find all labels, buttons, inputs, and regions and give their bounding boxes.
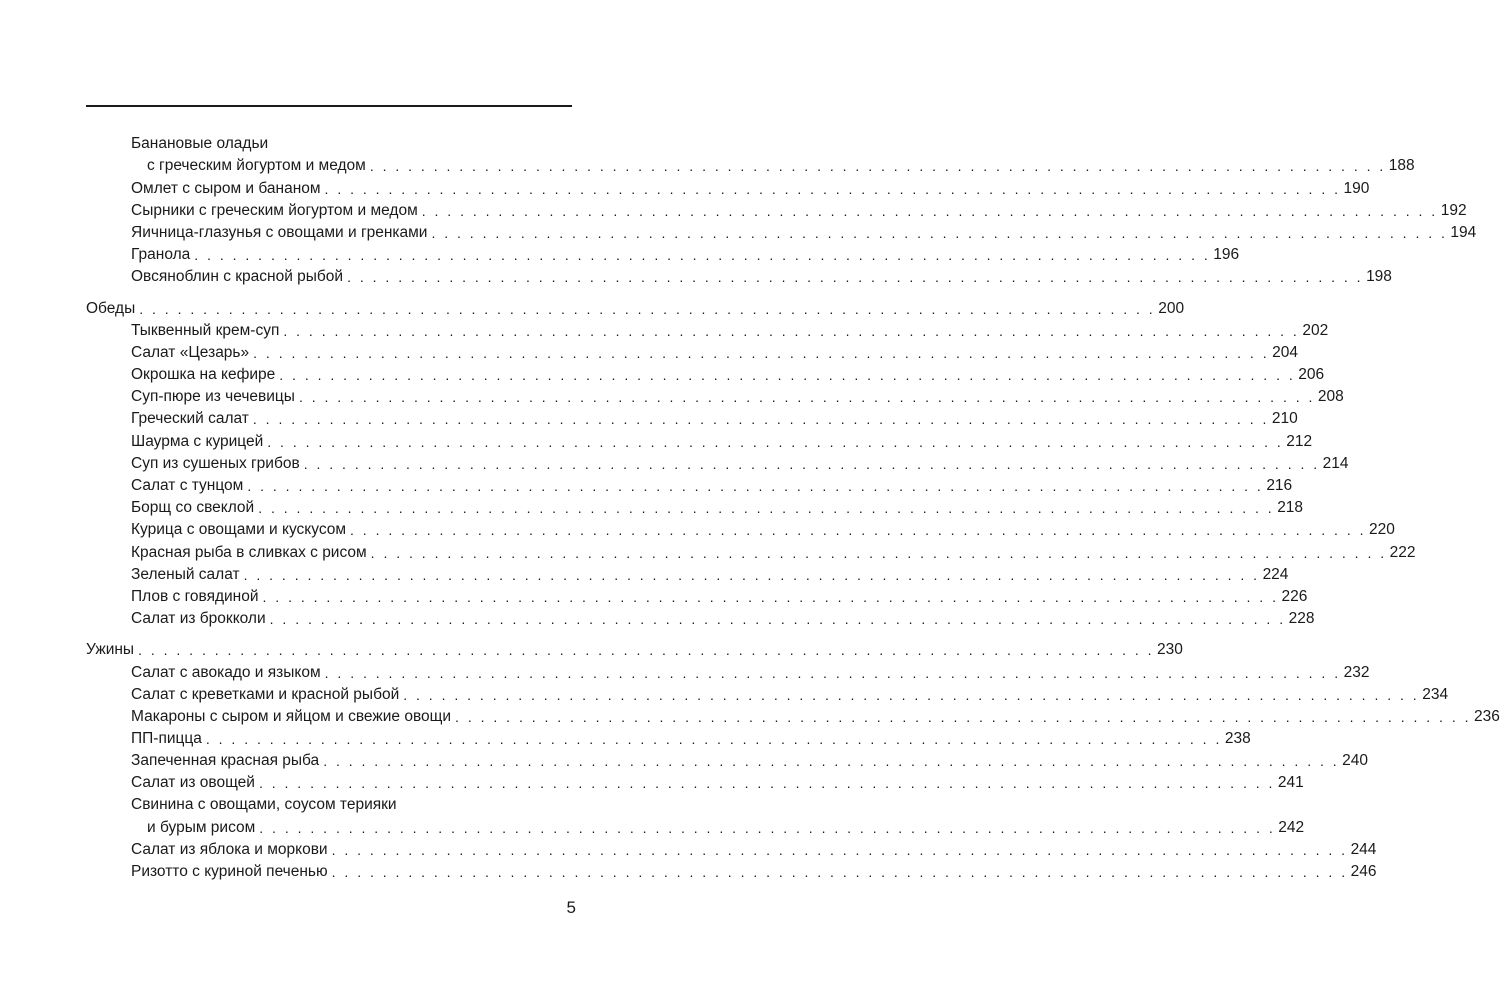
entry-title-line: Банановые оладьи xyxy=(131,135,269,152)
toc-entry xyxy=(86,475,1293,497)
dot-leader: . . . . . . . . . . . . . . . . . . . . . . . . . . . . . . . . . . . . . . . . . . . . . . . . . . . . . . . . . . . . . . . . . . . . . . . . . . . . . . . . xyxy=(194,247,1211,264)
toc-entry xyxy=(86,430,1313,452)
toc-entry xyxy=(86,408,1298,430)
entry-page-number: 226 xyxy=(1281,587,1308,605)
toc-entry xyxy=(86,386,1344,408)
entry-page-number: 232 xyxy=(1343,663,1370,681)
toc-entry xyxy=(86,564,1289,586)
entry-title: Борщ со свеклой xyxy=(131,499,255,517)
dot-leader: . . . . . . . . . . . . . . . . . . . . . . . . . . . . . . . . . . . . . . . . . . . . . . . . . . . . . . . . . . . . . . . . . . . . . . . . . . . . . . . . xyxy=(269,611,1286,628)
entry-title: Макароны с сыром и яйцом и свежие овощи xyxy=(131,707,452,725)
toc-entry xyxy=(86,586,1308,608)
entry-title: Тыквенный крем-суп xyxy=(131,321,280,339)
dot-leader: . . . . . . . . . . . . . . . . . . . . . . . . . . . . . . . . . . . . . . . . . . . . . . . . . . . . . . . . . . . . . . . . . . . . . . . . . . . . . . . . xyxy=(252,411,1269,428)
entry-page-number: 240 xyxy=(1342,752,1369,770)
entry-page-number: 204 xyxy=(1272,343,1298,361)
entry-title: Салат с авокадо и языком xyxy=(131,663,321,681)
toc-entry xyxy=(86,519,1395,541)
dot-leader: . . . . . . . . . . . . . . . . . . . . . . . . . . . . . . . . . . . . . . . . . . . . . . . . . . . . . . . . . . . . . . . . . . . . . . . . . . . . . . . . xyxy=(205,731,1222,748)
entry-page-number: 210 xyxy=(1271,410,1298,428)
entry-page-number: 218 xyxy=(1277,499,1304,517)
entry-page-number: 192 xyxy=(1440,201,1467,219)
dot-leader: . . . . . . . . . . . . . . . . . . . . . . . . . . . . . . . . . . . . . . . . . . . . . . . . . . . . . . . . . . . . . . . . . . . . . . . . . . . . . . . . xyxy=(267,433,1284,450)
entry-title: Салат с тунцом xyxy=(131,477,244,494)
toc-entry xyxy=(86,266,1392,288)
entry-title: Омлет с сыром и бананом xyxy=(131,179,321,197)
toc-entry xyxy=(86,177,1370,199)
toc-entry xyxy=(86,200,1467,222)
toc-entry xyxy=(86,817,1305,839)
entry-title: Гранола xyxy=(131,246,191,264)
dot-leader: . . . . . . . . . . . . . . . . . . . . . . . . . . . . . . . . . . . . . . . . . . . . . . . . . . . . . . . . . . . . . . . . . . . . . . . . . . . . . . . . xyxy=(258,500,1275,517)
entry-page-number: 222 xyxy=(1389,543,1416,561)
toc-entry xyxy=(86,320,1329,342)
toc-entry xyxy=(86,839,1377,861)
table-of-contents xyxy=(86,133,1500,883)
entry-page-number: 234 xyxy=(1422,685,1449,703)
entry-title: Красная рыба в сливках с рисом xyxy=(131,543,367,561)
dot-leader: . . . . . . . . . . . . . . . . . . . . . . . . . . . . . . . . . . . . . . . . . . . . . . . . . . . . . . . . . . . . . . . . . . . . . . . . . . . . . . . . xyxy=(283,322,1300,339)
entry-page-number: 228 xyxy=(1288,610,1315,628)
entry-title-line: Свинина с овощами, соусом терияки xyxy=(131,796,397,814)
entry-page-number: 224 xyxy=(1262,565,1289,583)
dot-leader: . . . . . . . . . . . . . . . . . . . . . . . . . . . . . . . . . . . . . . . . . . . . . . . . . . . . . . . . . . . . . . . . . . . . . . . . . . . . . . . . xyxy=(323,753,1340,770)
toc-entry xyxy=(86,497,1304,519)
entry-title: с греческим йогуртом и медом xyxy=(147,157,366,175)
dot-leader: . . . . . . . . . . . . . . . . . . . . . . . . . . . . . . . . . . . . . . . . . . . . . . . . . . . . . . . . . . . . . . . . . . . . . . . . . . . . . . . . xyxy=(331,864,1348,881)
entry-title: Окрошка на кефире xyxy=(131,366,276,384)
dot-leader: . . . . . . . . . . . . . . . . . . . . . . . . . . . . . . . . . . . . . . . . . . . . . . . . . . . . . . . . . . . . . . . . . . . . . . . . . . . . . . . . xyxy=(370,544,1387,561)
entry-title: Суп-пюре из чечевицы xyxy=(131,388,295,406)
dot-leader: . . . . . . . . . . . . . . . . . . . . . . . . . . . . . . . . . . . . . . . . . . . . . . . . . . . . . . . . . . . . . . . . . . . . . . . . . . . . . . . . xyxy=(279,367,1296,384)
toc-entry xyxy=(86,750,1369,772)
toc-entry xyxy=(86,222,1477,244)
entry-title: Зеленый салат xyxy=(131,565,240,583)
entry-title: Яичница-глазунья с овощами и гренками xyxy=(131,223,428,241)
entry-title: Шаурма с курицей xyxy=(131,432,264,450)
dot-leader: . . . . . . . . . . . . . . . . . . . . . . . . . . . . . . . . . . . . . . . . . . . . . . . . . . . . . . . . . . . . . . . . . . . . . . . . . . . . . . . . xyxy=(324,180,1341,197)
page-number: 5 xyxy=(566,898,576,917)
toc-entry xyxy=(86,861,1377,883)
entry-title: Салат «Цезарь» xyxy=(131,343,250,361)
entry-page-number: 188 xyxy=(1388,157,1415,175)
toc-entry xyxy=(86,661,1370,683)
toc-entry xyxy=(86,772,1304,794)
dot-leader: . . . . . . . . . . . . . . . . . . . . . . . . . . . . . . . . . . . . . . . . . . . . . . . . . . . . . . . . . . . . . . . . . . . . . . . . . . . . . . . . xyxy=(421,202,1438,219)
entry-page-number: 242 xyxy=(1278,818,1305,836)
entry-page-number: 196 xyxy=(1213,246,1240,264)
dot-leader: . . . . . . . . . . . . . . . . . . . . . . . . . . . . . . . . . . . . . . . . . . . . . . . . . . . . . . . . . . . . . . . . . . . . . . . . . . . . . . . . xyxy=(262,588,1279,605)
toc-entry xyxy=(86,155,1415,177)
top-rule xyxy=(86,105,572,107)
entry-title: и бурым рисом xyxy=(147,818,256,836)
entry-title: Салат из овощей xyxy=(131,774,255,792)
entry-page-number: 216 xyxy=(1266,477,1293,494)
dot-leader: . . . . . . . . . . . . . . . . . . . . . . . . . . . . . . . . . . . . . . . . . . . . . . . . . . . . . . . . . . . . . . . . . . . . . . . . . . . . . . . . xyxy=(403,686,1420,703)
entry-page-number: 220 xyxy=(1369,521,1395,539)
dot-leader: . . . . . . . . . . . . . . . . . . . . . . . . . . . . . . . . . . . . . . . . . . . . . . . . . . . . . . . . . . . . . . . . . . . . . . . . . . . . . . . . xyxy=(369,158,1386,175)
dot-leader: . . . . . . . . . . . . . . . . . . . . . . . . . . . . . . . . . . . . . . . . . . . . . . . . . . . . . . . . . . . . . . . . . . . . . . . . . . . . . . . . xyxy=(247,478,1264,494)
entry-title: Салат из яблока и моркови xyxy=(131,841,328,858)
dot-leader: . . . . . . . . . . . . . . . . . . . . . . . . . . . . . . . . . . . . . . . . . . . . . . . . . . . . . . . . . . . . . . . . . . . . . . . . . . . . . . . . xyxy=(455,708,1472,725)
entry-title: Суп из сушеных грибов xyxy=(131,454,300,472)
entry-title: Ужины xyxy=(86,641,135,659)
entry-title: Плов с говядиной xyxy=(131,587,259,605)
entry-page-number: 238 xyxy=(1224,730,1251,748)
toc-entry xyxy=(86,728,1251,750)
dot-leader: . . . . . . . . . . . . . . . . . . . . . . . . . . . . . . . . . . . . . . . . . . . . . . . . . . . . . . . . . . . . . . . . . . . . . . . . . . . . . . . . xyxy=(298,389,1315,406)
entry-page-number: 236 xyxy=(1474,707,1500,725)
entry-page-number: 198 xyxy=(1366,268,1392,286)
dot-leader: . . . . . . . . . . . . . . . . . . . . . . . . . . . . . . . . . . . . . . . . . . . . . . . . . . . . . . . . . . . . . . . . . . . . . . . . . . . . . . . . xyxy=(347,269,1364,286)
toc-entry xyxy=(86,364,1325,386)
entry-page-number: 194 xyxy=(1450,223,1477,241)
dot-leader: . . . . . . . . . . . . . . . . . . . . . . . . . . . . . . . . . . . . . . . . . . . . . . . . . . . . . . . . . . . . . . . . . . . . . . . . . . . . . . . . xyxy=(431,224,1448,241)
dot-leader: . . . . . . . . . . . . . . . . . . . . . . . . . . . . . . . . . . . . . . . . . . . . . . . . . . . . . . . . . . . . . . . . . . . . . . . . . . . . . . . . xyxy=(331,842,1348,858)
toc-entry xyxy=(86,342,1298,364)
section-heading xyxy=(86,297,1185,319)
entry-page-number: 241 xyxy=(1277,774,1304,792)
toc-entry xyxy=(86,453,1349,475)
dot-leader: . . . . . . . . . . . . . . . . . . . . . . . . . . . . . . . . . . . . . . . . . . . . . . . . . . . . . . . . . . . . . . . . . . . . . . . . . . . . . . . . xyxy=(243,566,1260,583)
entry-page-number: 202 xyxy=(1302,321,1329,339)
entry-page-number: 244 xyxy=(1350,841,1377,858)
entry-title: Салат из брокколи xyxy=(131,610,266,628)
toc-entry xyxy=(86,608,1315,630)
toc-entry xyxy=(86,684,1449,706)
toc-entry xyxy=(86,541,1416,563)
dot-leader: . . . . . . . . . . . . . . . . . . . . . . . . . . . . . . . . . . . . . . . . . . . . . . . . . . . . . . . . . . . . . . . . . . . . . . . . . . . . . . . . xyxy=(258,775,1275,792)
entry-title: Овсяноблин с красной рыбой xyxy=(131,268,344,286)
entry-page-number: 246 xyxy=(1350,863,1377,881)
toc-entry xyxy=(86,706,1500,728)
entry-page-number: 190 xyxy=(1343,179,1370,197)
dot-leader: . . . . . . . . . . . . . . . . . . . . . . . . . . . . . . . . . . . . . . . . . . . . . . . . . . . . . . . . . . . . . . . . . . . . . . . . . . . . . . . . xyxy=(350,522,1366,539)
entry-title: Сырники с греческим йогуртом и медом xyxy=(131,201,418,219)
entry-page-number: 208 xyxy=(1317,388,1344,406)
dot-leader: . . . . . . . . . . . . . . . . . . . . . . . . . . . . . . . . . . . . . . . . . . . . . . . . . . . . . . . . . . . . . . . . . . . . . . . . . . . . . . . . xyxy=(253,344,1270,361)
entry-page-number: 206 xyxy=(1298,366,1325,384)
entry-title: Запеченная красная рыба xyxy=(131,752,320,770)
dot-leader: . . . . . . . . . . . . . . . . . . . . . . . . . . . . . . . . . . . . . . . . . . . . . . . . . . . . . . . . . . . . . . . . . . . . . . . . . . . . . . . . xyxy=(303,455,1320,472)
entry-title: ПП-пицца xyxy=(131,730,202,748)
entry-page-number: 230 xyxy=(1157,641,1183,659)
dot-leader: . . . . . . . . . . . . . . . . . . . . . . . . . . . . . . . . . . . . . . . . . . . . . . . . . . . . . . . . . . . . . . . . . . . . . . . . . . . . . . . . xyxy=(259,819,1276,836)
entry-page-number: 200 xyxy=(1158,299,1185,317)
entry-title: Обеды xyxy=(86,299,136,317)
section-heading xyxy=(86,639,1183,661)
entry-page-number: 214 xyxy=(1322,454,1349,472)
entry-title: Ризотто с куриной печенью xyxy=(131,863,328,881)
entry-title: Салат с креветками и красной рыбой xyxy=(131,685,400,703)
toc-entry xyxy=(86,244,1240,266)
entry-page-number: 212 xyxy=(1286,432,1313,450)
entry-title: Курица с овощами и кускусом xyxy=(131,521,347,539)
dot-leader: . . . . . . . . . . . . . . . . . . . . . . . . . . . . . . . . . . . . . . . . . . . . . . . . . . . . . . . . . . . . . . . . . . . . . . . . . . . . . . . . xyxy=(139,300,1156,317)
dot-leader: . . . . . . . . . . . . . . . . . . . . . . . . . . . . . . . . . . . . . . . . . . . . . . . . . . . . . . . . . . . . . . . . . . . . . . . . . . . . . . . . xyxy=(138,642,1155,659)
entry-title: Греческий салат xyxy=(131,410,249,428)
dot-leader: . . . . . . . . . . . . . . . . . . . . . . . . . . . . . . . . . . . . . . . . . . . . . . . . . . . . . . . . . . . . . . . . . . . . . . . . . . . . . . . . xyxy=(324,664,1341,681)
